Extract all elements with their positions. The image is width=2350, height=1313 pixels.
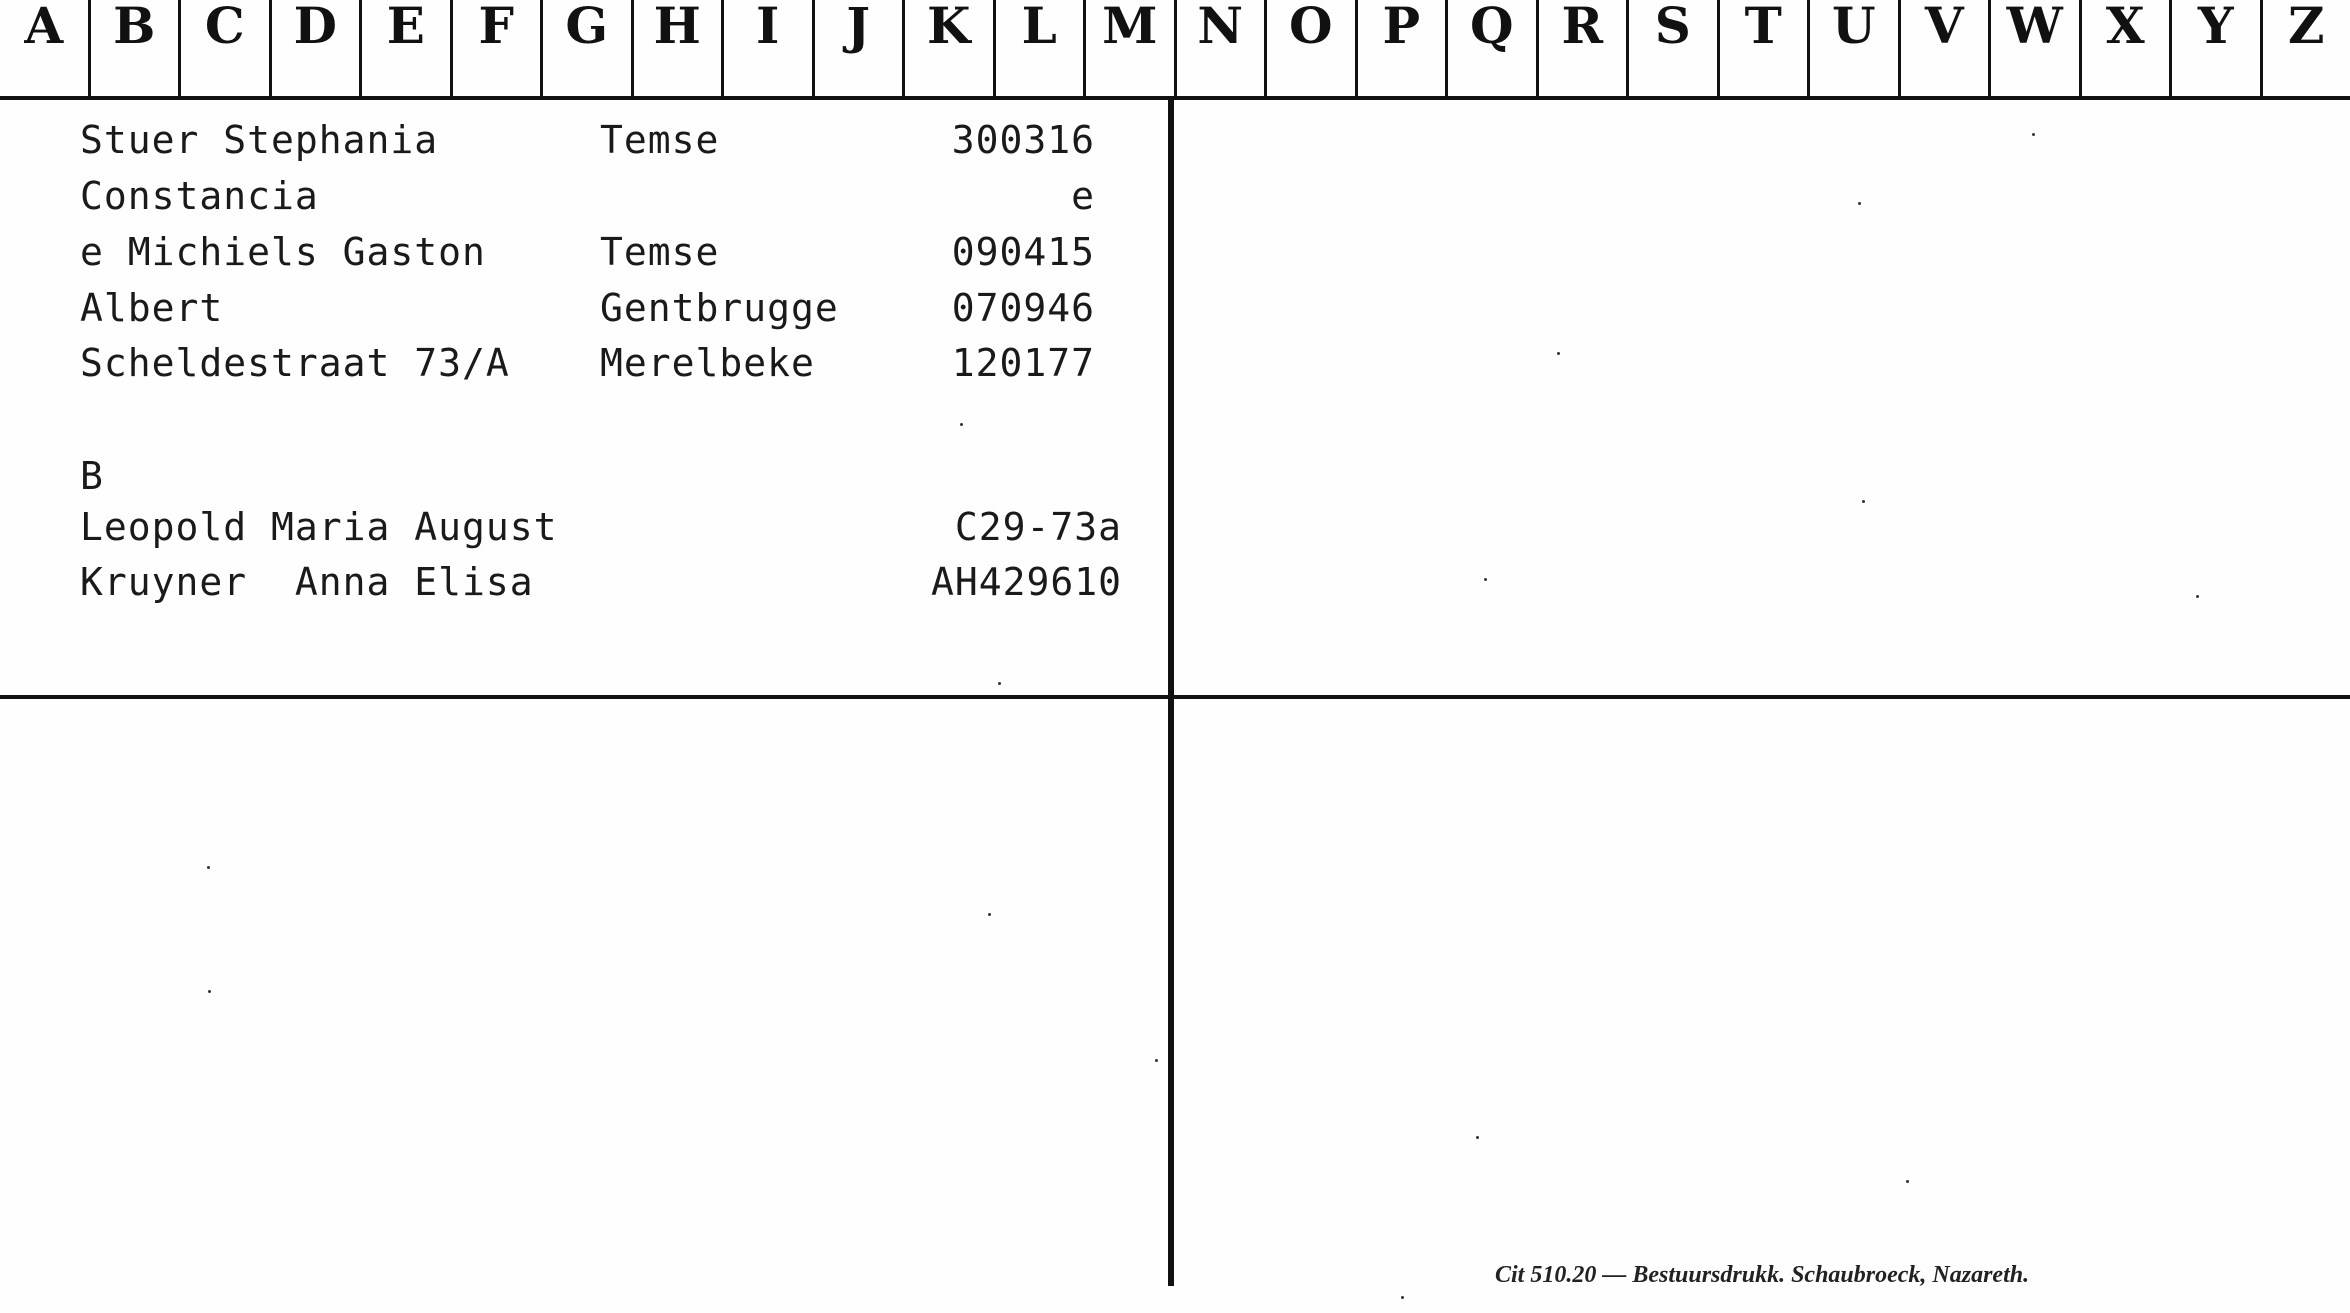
alpha-tab-e: E	[362, 0, 453, 96]
alpha-tab-i: I	[724, 0, 815, 96]
record-place-line-5: Merelbeke	[600, 341, 815, 385]
record-code-line-2: e	[1071, 174, 1095, 218]
second-block-name-2: Kruyner Anna Elisa	[80, 560, 534, 604]
record-code-line-5: 120177	[951, 341, 1095, 385]
scan-speck	[1476, 1136, 1479, 1139]
record-name-line-1: Stuer Stephania	[80, 118, 439, 162]
alpha-tab-m: M	[1086, 0, 1177, 96]
scan-speck	[1858, 202, 1861, 205]
scan-speck	[2196, 595, 2199, 598]
alpha-tab-q: Q	[1448, 0, 1539, 96]
alpha-tab-a: A	[0, 0, 91, 96]
section-letter: B	[80, 454, 104, 498]
printer-imprint: Cit 510.20 — Bestuursdrukk. Schaubroeck, Nazareth.	[1495, 1262, 2030, 1288]
scan-speck	[1401, 1296, 1404, 1299]
alpha-tab-s: S	[1629, 0, 1720, 96]
alphabet-index-strip	[0, 0, 2350, 100]
alpha-tab-p: P	[1358, 0, 1449, 96]
alpha-tab-f: F	[453, 0, 544, 96]
horizontal-divider	[0, 695, 2350, 699]
record-name-line-5: Scheldestraat 73/A	[80, 341, 510, 385]
alpha-tab-h: H	[634, 0, 725, 96]
record-code-line-4: 070946	[951, 286, 1095, 330]
alpha-tab-v: V	[1901, 0, 1992, 96]
alpha-tab-c: C	[181, 0, 272, 96]
alpha-tab-t: T	[1720, 0, 1811, 96]
record-code-line-1: 300316	[951, 118, 1095, 162]
second-block-code-2: AH429610	[930, 560, 1122, 604]
record-name-line-3: e Michiels Gaston	[80, 230, 486, 274]
record-code-line-3: 090415	[951, 230, 1095, 274]
scan-speck	[208, 990, 211, 993]
scan-speck	[207, 866, 210, 869]
scan-speck	[1155, 1059, 1158, 1062]
vertical-divider	[1168, 100, 1174, 1286]
alpha-tab-w: W	[1991, 0, 2082, 96]
alpha-tab-o: O	[1267, 0, 1358, 96]
alpha-tab-j: J	[815, 0, 906, 96]
record-name-line-2: Constancia	[80, 174, 319, 218]
alpha-tab-l: L	[996, 0, 1087, 96]
scan-speck	[960, 423, 963, 426]
alpha-tab-d: D	[272, 0, 363, 96]
second-block-name-1: Leopold Maria August	[80, 505, 558, 549]
scan-speck	[998, 682, 1001, 685]
alpha-tab-k: K	[905, 0, 996, 96]
scan-speck	[1484, 578, 1487, 581]
record-place-line-1: Temse	[600, 118, 720, 162]
scan-speck	[1557, 352, 1560, 355]
alpha-tab-g: G	[543, 0, 634, 96]
scan-speck	[1862, 500, 1865, 503]
alpha-tab-n: N	[1177, 0, 1268, 96]
alpha-tab-u: U	[1810, 0, 1901, 96]
alpha-tab-b: B	[91, 0, 182, 96]
scan-speck	[988, 913, 991, 916]
scan-speck	[1906, 1180, 1909, 1183]
alpha-tab-y: Y	[2172, 0, 2263, 96]
alpha-tab-z: Z	[2288, 0, 2325, 55]
record-name-line-4: Albert	[80, 286, 224, 330]
scan-speck	[2032, 133, 2035, 136]
record-place-line-3: Temse	[600, 230, 720, 274]
second-block-code-1: C29-73a	[954, 505, 1122, 549]
record-place-line-4: Gentbrugge	[600, 286, 839, 330]
alpha-tab-r: R	[1539, 0, 1630, 96]
alpha-tab-x: X	[2082, 0, 2173, 96]
